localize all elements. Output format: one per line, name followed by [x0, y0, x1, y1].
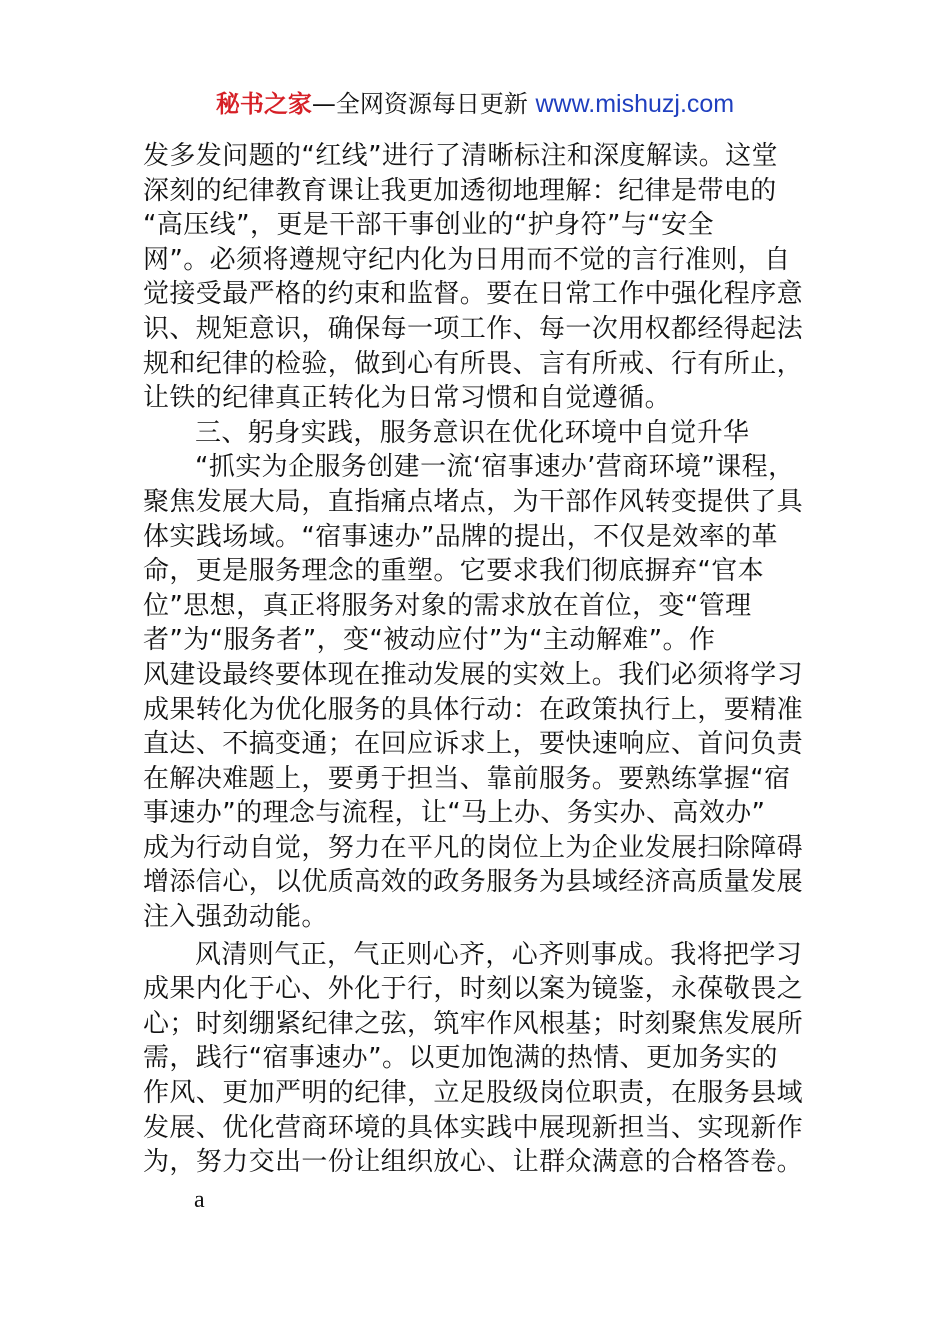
- brand-name: 秘书之家: [215, 90, 312, 118]
- text-line: 体实践场域。“宿事速办”品牌的提出，不仅是效率的革: [143, 521, 778, 552]
- section-heading: 三、躬身实践，服务意识在优化环境中自觉升华: [195, 417, 750, 448]
- text-line: 注入强劲动能。: [143, 902, 328, 933]
- text-line: 风清则气正，气正则心齐，心齐则事成。我将把学习: [195, 939, 803, 970]
- text-line: 在解决难题上，要勇于担当、靠前服务。要熟练掌握“宿: [143, 763, 791, 794]
- text-line: 网”。必须将遵规守纪内化为日用而不觉的言行准则，自: [143, 244, 791, 275]
- header-tagline: —全网资源每日更新: [311, 90, 536, 118]
- text-line: 成果内化于心、外化于行，时刻以案为镜鉴，永葆敬畏之: [143, 974, 804, 1005]
- text-line: 增添信心，以优质高效的政务服务为县域经济高质量发展: [143, 867, 804, 898]
- text-line: 需，践行“宿事速办”。以更加饱满的热情、更加务实的: [143, 1043, 778, 1074]
- site-url: www.mishuzj.com: [535, 90, 735, 118]
- text-line: “高压线”，更是干部干事创业的“护身符”与“安全: [143, 210, 714, 241]
- text-line: 规和纪律的检验，做到心有所畏、言有所戒、行有所止，: [143, 348, 804, 379]
- trailing-character: a: [194, 1187, 205, 1213]
- text-line: 事速办”的理念与流程，让“马上办、务实办、高效办”: [143, 798, 766, 829]
- document-body: [143, 139, 813, 1180]
- text-line: 发展、优化营商环境的具体实践中展现新担当、实现新作: [143, 1112, 804, 1143]
- text-line: 识、规矩意识，确保每一项工作、每一次用权都经得起法: [143, 313, 804, 344]
- text-line: 成为行动自觉，努力在平凡的岗位上为企业发展扫除障碍: [143, 832, 804, 863]
- text-line: 命，更是服务理念的重塑。它要求我们彻底摒弃“官本: [143, 556, 765, 587]
- text-line: 让铁的纪律真正转化为日常习惯和自觉遵循。: [143, 383, 672, 414]
- text-line: 成果转化为优化服务的具体行动：在政策执行上，要精准: [143, 694, 804, 725]
- text-line: 为，努力交出一份让组织放心、让群众满意的合格答卷。: [143, 1147, 804, 1178]
- text-line: 聚焦发展大局，直指痛点堵点，为干部作风转变提供了具: [143, 486, 804, 517]
- page-header: [0, 88, 950, 120]
- text-line: “抓实为企服务创建一流‘宿事速办’营商环境”课程，: [195, 452, 795, 483]
- text-line: 风建设最终要体现在推动发展的实效上。我们必须将学习: [143, 659, 804, 690]
- text-line: 深刻的纪律教育课让我更加透彻地理解：纪律是带电的: [143, 175, 777, 206]
- text-line: 者”为“服务者”，变“被动应付”为“主动解难”。作: [143, 625, 716, 656]
- text-line: 觉接受最严格的约束和监督。要在日常工作中强化程序意: [143, 279, 804, 310]
- text-line: 发多发问题的“红线”进行了清晰标注和深度解读。这堂: [143, 141, 778, 171]
- text-line: 作风、更加严明的纪律，立足股级岗位职责，在服务县域: [143, 1078, 804, 1109]
- text-line: 位”思想，真正将服务对象的需求放在首位，变“管理: [143, 590, 752, 621]
- text-line: 心；时刻绷紧纪律之弦，筑牢作风根基；时刻聚焦发展所: [143, 1008, 804, 1039]
- text-line: 直达、不搞变通；在回应诉求上，要快速响应、首问负责: [143, 729, 804, 760]
